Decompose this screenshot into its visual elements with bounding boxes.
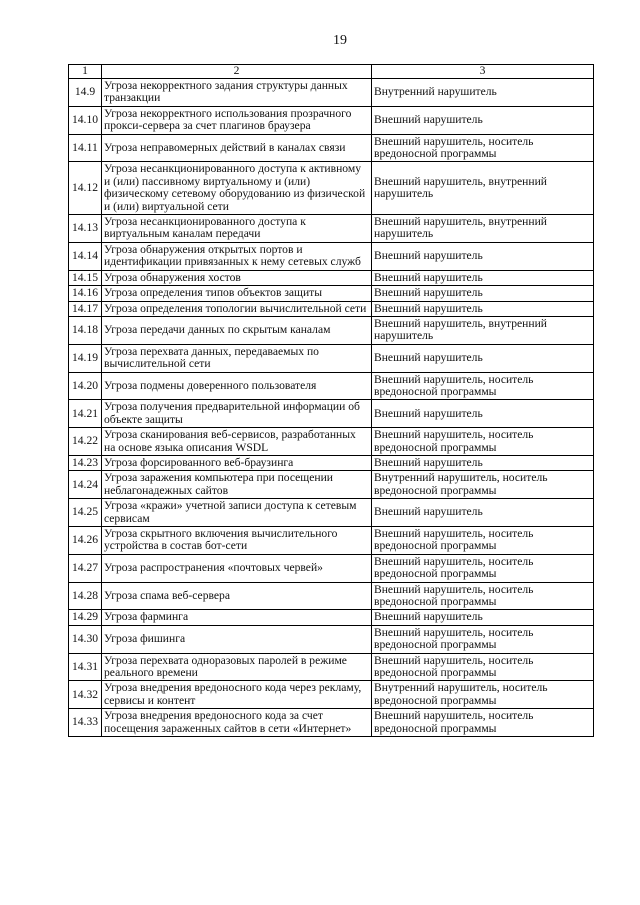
threat-number-cell: 14.27 xyxy=(69,554,102,582)
column-header-actor: 3 xyxy=(372,65,594,79)
threat-number-cell: 14.18 xyxy=(69,316,102,344)
threat-name-cell: Угроза «кражи» учетной записи доступа к сетевым сервисам xyxy=(102,499,372,527)
table-row xyxy=(69,372,594,400)
threat-actor-cell: Внешний нарушитель xyxy=(372,286,594,301)
table-row xyxy=(69,709,594,737)
table-row xyxy=(69,625,594,653)
table-row xyxy=(69,106,594,134)
threat-number-cell: 14.22 xyxy=(69,428,102,456)
table-row xyxy=(69,527,594,555)
threat-name-cell: Угроза перехвата данных, передаваемых по вычислительной сети xyxy=(102,344,372,372)
threat-number-cell: 14.28 xyxy=(69,582,102,610)
threat-actor-cell: Внешний нарушитель xyxy=(372,499,594,527)
threat-name-cell: Угроза подмены доверенного пользователя xyxy=(102,372,372,400)
threat-number-cell: 14.25 xyxy=(69,499,102,527)
threat-actor-cell: Внешний нарушитель xyxy=(372,400,594,428)
threat-name-cell: Угроза скрытного включения вычислительного устройства в состав бот-сети xyxy=(102,527,372,555)
threat-name-cell: Угроза обнаружения открытых портов и идентификации привязанных к нему сетевых служб xyxy=(102,242,372,270)
threat-number-cell: 14.26 xyxy=(69,527,102,555)
threat-number-cell: 14.14 xyxy=(69,242,102,270)
table-row xyxy=(69,162,594,215)
threat-actor-cell: Внешний нарушитель, носитель вредоносной программы xyxy=(372,428,594,456)
table-body xyxy=(69,79,594,737)
threat-number-cell: 14.20 xyxy=(69,372,102,400)
threat-name-cell: Угроза внедрения вредоносного кода за счет посещения зараженных сайтов в сети «Интернет» xyxy=(102,709,372,737)
threat-number-cell: 14.15 xyxy=(69,270,102,285)
table-row xyxy=(69,499,594,527)
threat-name-cell: Угроза перехвата одноразовых паролей в режиме реального времени xyxy=(102,653,372,681)
threat-number-cell: 14.31 xyxy=(69,653,102,681)
column-header-threat: 2 xyxy=(102,65,372,79)
threat-name-cell: Угроза фарминга xyxy=(102,610,372,625)
threat-actor-cell: Внешний нарушитель, носитель вредоносной программы xyxy=(372,653,594,681)
table-header-row xyxy=(69,65,594,79)
table-row xyxy=(69,316,594,344)
table-row xyxy=(69,242,594,270)
threat-number-cell: 14.12 xyxy=(69,162,102,215)
table-row xyxy=(69,471,594,499)
threat-number-cell: 14.32 xyxy=(69,681,102,709)
threat-table xyxy=(68,64,594,737)
threat-actor-cell: Внешний нарушитель, носитель вредоносной программы xyxy=(372,372,594,400)
threat-number-cell: 14.24 xyxy=(69,471,102,499)
table-row xyxy=(69,400,594,428)
table-row xyxy=(69,270,594,285)
threat-actor-cell: Внешний нарушитель, носитель вредоносной программы xyxy=(372,582,594,610)
table-row xyxy=(69,681,594,709)
threat-number-cell: 14.23 xyxy=(69,455,102,470)
threat-name-cell: Угроза неправомерных действий в каналах связи xyxy=(102,134,372,162)
threat-actor-cell: Внешний нарушитель, носитель вредоносной программы xyxy=(372,625,594,653)
threat-number-cell: 14.19 xyxy=(69,344,102,372)
threat-name-cell: Угроза получения предварительной информации об объекте защиты xyxy=(102,400,372,428)
table-row xyxy=(69,215,594,243)
threat-actor-cell: Внешний нарушитель, внутренний нарушитель xyxy=(372,316,594,344)
table-row xyxy=(69,286,594,301)
threat-name-cell: Угроза обнаружения хостов xyxy=(102,270,372,285)
threat-name-cell: Угроза некорректного использования прозрачного прокси-сервера за счет плагинов браузера xyxy=(102,106,372,134)
threat-name-cell: Угроза распространения «почтовых червей» xyxy=(102,554,372,582)
threat-name-cell: Угроза заражения компьютера при посещении неблагонадежных сайтов xyxy=(102,471,372,499)
threat-name-cell: Угроза несанкционированного доступа к активному и (или) пассивному виртуальному и (или) физическому сетевому оборудованию из физической и (или) виртуальной сети xyxy=(102,162,372,215)
threat-name-cell: Угроза несанкционированного доступа к виртуальным каналам передачи xyxy=(102,215,372,243)
column-header-number: 1 xyxy=(69,65,102,79)
threat-actor-cell: Внешний нарушитель xyxy=(372,455,594,470)
threat-name-cell: Угроза спама веб-сервера xyxy=(102,582,372,610)
threat-name-cell: Угроза сканирования веб-сервисов, разработанных на основе языка описания WSDL xyxy=(102,428,372,456)
threat-name-cell: Угроза форсированного веб-браузинга xyxy=(102,455,372,470)
threat-actor-cell: Внешний нарушитель, носитель вредоносной программы xyxy=(372,134,594,162)
table-row xyxy=(69,582,594,610)
threat-actor-cell: Внутренний нарушитель, носитель вредоносной программы xyxy=(372,471,594,499)
table-row xyxy=(69,554,594,582)
threat-actor-cell: Внутренний нарушитель xyxy=(372,79,594,107)
table-row xyxy=(69,653,594,681)
page-number: 19 xyxy=(333,33,347,48)
threat-actor-cell: Внешний нарушитель xyxy=(372,270,594,285)
threat-number-cell: 14.17 xyxy=(69,301,102,316)
table-row xyxy=(69,428,594,456)
table-row xyxy=(69,344,594,372)
table-row xyxy=(69,301,594,316)
threat-name-cell: Угроза фишинга xyxy=(102,625,372,653)
threat-number-cell: 14.16 xyxy=(69,286,102,301)
threat-name-cell: Угроза внедрения вредоносного кода через рекламу, сервисы и контент xyxy=(102,681,372,709)
threat-actor-cell: Внешний нарушитель xyxy=(372,106,594,134)
threat-actor-cell: Внешний нарушитель xyxy=(372,610,594,625)
threat-number-cell: 14.11 xyxy=(69,134,102,162)
threat-number-cell: 14.30 xyxy=(69,625,102,653)
table-row xyxy=(69,455,594,470)
threat-actor-cell: Внешний нарушитель, внутренний нарушитель xyxy=(372,162,594,215)
threat-number-cell: 14.13 xyxy=(69,215,102,243)
threat-name-cell: Угроза определения типов объектов защиты xyxy=(102,286,372,301)
threat-name-cell: Угроза передачи данных по скрытым каналам xyxy=(102,316,372,344)
threat-actor-cell: Внешний нарушитель, носитель вредоносной программы xyxy=(372,527,594,555)
table-row xyxy=(69,134,594,162)
threat-name-cell: Угроза некорректного задания структуры данных транзакции xyxy=(102,79,372,107)
threat-actor-cell: Внутренний нарушитель, носитель вредоносной программы xyxy=(372,681,594,709)
threat-number-cell: 14.10 xyxy=(69,106,102,134)
threat-actor-cell: Внешний нарушитель xyxy=(372,301,594,316)
threat-actor-cell: Внешний нарушитель, носитель вредоносной программы xyxy=(372,709,594,737)
threat-number-cell: 14.9 xyxy=(69,79,102,107)
threat-actor-cell: Внешний нарушитель, внутренний нарушитель xyxy=(372,215,594,243)
threat-number-cell: 14.33 xyxy=(69,709,102,737)
table-row xyxy=(69,79,594,107)
threat-actor-cell: Внешний нарушитель, носитель вредоносной программы xyxy=(372,554,594,582)
threat-number-cell: 14.29 xyxy=(69,610,102,625)
threat-number-cell: 14.21 xyxy=(69,400,102,428)
table-row xyxy=(69,610,594,625)
threat-name-cell: Угроза определения топологии вычислительной сети xyxy=(102,301,372,316)
threat-actor-cell: Внешний нарушитель xyxy=(372,242,594,270)
threat-actor-cell: Внешний нарушитель xyxy=(372,344,594,372)
